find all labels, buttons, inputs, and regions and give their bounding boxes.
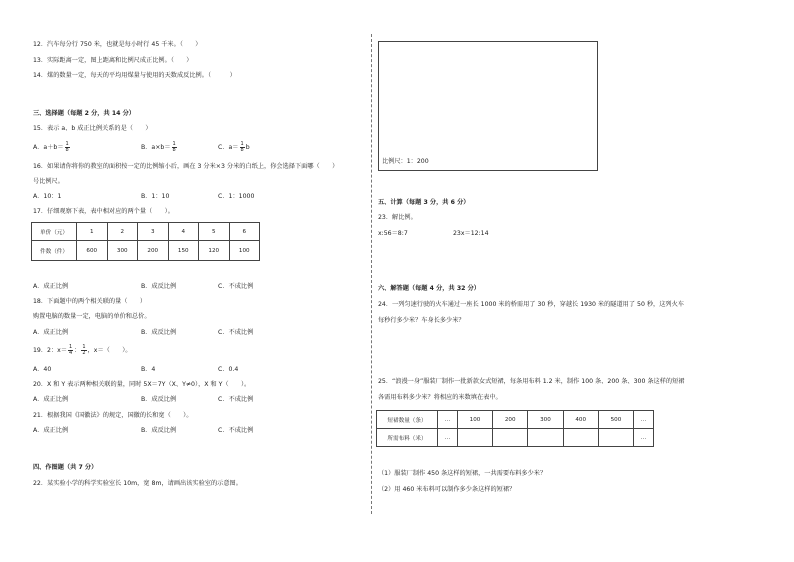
- question-19: [33, 343, 131, 359]
- q15-option-a: [33, 140, 71, 156]
- q15-option-b-text: B．a×b＝: [141, 144, 171, 151]
- section-6-heading: 六、解答题（每题 4 分，共 32 分）: [378, 285, 480, 292]
- q16-option-c: C．1：1000: [218, 193, 255, 200]
- q25-subquestion-2: （2）用 460 米布料可以制作多少条这样的短裙？: [378, 486, 516, 493]
- question-20: 20．X 和 Y 表示两种相关联的量，同时 5X＝7Y（X、Y≠0），X 和 Y（ ）。: [33, 381, 251, 388]
- fraction-numerator: 1: [172, 140, 176, 147]
- table-header-cell: 件数（件）: [32, 241, 77, 261]
- question-13: 13．实际距离一定，图上距离和比例尺成正比例。（ ）: [33, 57, 193, 64]
- q19-text-mid: ：: [74, 347, 81, 354]
- table-cell: 2: [107, 223, 138, 241]
- table-cell: 3: [138, 223, 169, 241]
- table-header-cell: 短裙数量（条）: [377, 411, 438, 429]
- question-24-line-1: 24．一列匀速行驶的火车通过一座长 1000 米的桥需用了 30 秒，穿越长 1930 米的隧道用了 50 秒，这列火车: [378, 301, 684, 308]
- table-cell: 120: [199, 241, 230, 261]
- table-cell: 150: [168, 241, 199, 261]
- section-4-heading: 四、作图题（共 7 分）: [33, 464, 98, 471]
- q15-option-c-text: C．a＝: [218, 144, 239, 151]
- table-header-cell: 单价（元）: [32, 223, 77, 241]
- table-cell: 5: [199, 223, 230, 241]
- table-cell: 100: [229, 241, 260, 261]
- q16-option-b: B．1：10: [141, 193, 170, 200]
- question-21: 21．根据我国《国徽法》的规定，国徽的长和宽（ ）。: [33, 412, 193, 419]
- section-3-heading: 三、选择题（每题 2 分，共 14 分）: [33, 110, 135, 117]
- fraction-denominator: 8: [65, 146, 69, 153]
- q19-text-start: 19．2：x＝: [33, 347, 68, 354]
- table-row: [377, 429, 654, 447]
- q19-text-end: ，x＝（ ）。: [87, 347, 132, 354]
- q19-option-c: C．0.4: [218, 366, 239, 373]
- fraction-denominator: 4: [69, 349, 73, 356]
- q17-option-c: C．不成比例: [218, 283, 254, 290]
- q15-option-a-fraction: [65, 142, 70, 153]
- question-16-line-2: 号比例尺。: [33, 178, 64, 185]
- q17-table: [31, 222, 260, 261]
- q15-option-c-suffix: b: [245, 144, 250, 151]
- q25-subquestion-1: （1）服装厂制作 450 条这样的短裙，一共需要布料多少米？: [378, 470, 547, 477]
- q17-option-a: A．成正比例: [33, 283, 69, 290]
- table-cell: [563, 429, 598, 447]
- q18-option-c: C．不成比例: [218, 329, 254, 336]
- table-cell: …: [438, 411, 458, 429]
- q17-option-b: B．成反比例: [141, 283, 177, 290]
- question-24-line-2: 每秒行多少米？车身长多少米？: [378, 317, 465, 324]
- question-14: 14．煤的数量一定，每天的平均用煤量与使用的天数成反比例。（ ）: [33, 72, 236, 79]
- table-row: [32, 241, 260, 261]
- question-15: 15．表示 a、b 成正比例关系的是（ ）: [33, 125, 152, 132]
- table-cell: …: [634, 411, 654, 429]
- table-header-cell: 所需布料（米）: [377, 429, 438, 447]
- table-cell: 300: [107, 241, 138, 261]
- q20-option-b: B．成反比例: [141, 396, 177, 403]
- q15-option-c: [218, 140, 250, 156]
- table-cell: [493, 429, 528, 447]
- table-cell: 6: [229, 223, 260, 241]
- column-divider: [371, 34, 372, 514]
- question-23: 23．解比例。: [378, 214, 417, 221]
- table-row: [32, 223, 260, 241]
- q15-option-b: [141, 140, 178, 156]
- q15-option-c-fraction: [240, 142, 245, 153]
- fraction-numerator: 1: [82, 343, 86, 350]
- question-22: 22．某实验小学的科学实验室长 10m，宽 8m，请画出该实验室的示意图。: [33, 480, 242, 487]
- q19-fraction-1: [68, 345, 73, 356]
- table-row: [377, 411, 654, 429]
- question-16-line-1: 16．如果请你将你的教室的面积按一定的比例缩小后，画在 3 分米×3 分米的白纸上，你会选择下面哪（ ）: [33, 163, 339, 170]
- fraction-denominator: 2: [82, 349, 86, 356]
- q21-option-b: B．成反比例: [141, 427, 177, 434]
- fraction-denominator: 8: [172, 146, 176, 153]
- q20-option-a: A．成正比例: [33, 396, 69, 403]
- drawing-area: [378, 41, 598, 171]
- table-cell: 300: [528, 411, 563, 429]
- fraction-numerator: 1: [65, 140, 69, 147]
- question-25-line-2: 各需用布料多少米？将相应的米数填在表中。: [378, 394, 502, 401]
- fraction-numerator: 1: [69, 343, 73, 350]
- q21-option-a: A．成正比例: [33, 427, 69, 434]
- question-18-line-1: 18．下面题中的两个相关联的量（ ）: [33, 298, 147, 305]
- q15-option-b-fraction: [172, 142, 177, 153]
- fraction-numerator: 1: [240, 140, 244, 147]
- q18-option-a: A．成正比例: [33, 329, 69, 336]
- table-cell: [457, 429, 492, 447]
- q19-fraction-2: [81, 345, 86, 356]
- q15-option-a-text: A．a＋b＝: [33, 144, 64, 151]
- table-cell: 4: [168, 223, 199, 241]
- table-cell: 1: [77, 223, 108, 241]
- table-cell: 200: [493, 411, 528, 429]
- question-12: 12．汽车每分行 750 米，也就是每小时行 45 千米。（ ）: [33, 41, 202, 48]
- question-25-line-1: 25．“浪漫一身”服装厂制作一批新款女式短裙，每条用布料 1.2 米，制作 100 条、200 条、300 条这样的短裙: [378, 378, 685, 385]
- table-cell: 400: [563, 411, 598, 429]
- q23-equation-1: x:56＝8:7: [378, 230, 408, 237]
- q20-option-c: C．不成比例: [218, 396, 254, 403]
- q19-option-a: A．40: [33, 366, 52, 373]
- table-cell: 100: [457, 411, 492, 429]
- table-cell: 500: [598, 411, 633, 429]
- table-cell: [598, 429, 633, 447]
- question-18-line-2: 购置电脑的数量一定，电脑的单价和总价。: [33, 313, 151, 320]
- table-cell: …: [438, 429, 458, 447]
- table-cell: 200: [138, 241, 169, 261]
- section-5-heading: 五、计算（每题 3 分，共 6 分）: [378, 199, 470, 206]
- table-cell: 600: [77, 241, 108, 261]
- table-cell: …: [634, 429, 654, 447]
- q18-option-b: B．成反比例: [141, 329, 177, 336]
- q16-option-a: A．10：1: [33, 193, 62, 200]
- scale-label: 比例尺：1：200: [382, 158, 429, 165]
- q25-table: [376, 410, 654, 447]
- question-17: 17．仔细观察下表，表中相对应的两个量（ ）。: [33, 208, 174, 215]
- q19-option-b: B．4: [141, 366, 156, 373]
- q21-option-c: C．不成比例: [218, 427, 254, 434]
- fraction-denominator: 8: [240, 146, 244, 153]
- q23-equation-2: 23x＝12:14: [453, 230, 489, 237]
- table-cell: [528, 429, 563, 447]
